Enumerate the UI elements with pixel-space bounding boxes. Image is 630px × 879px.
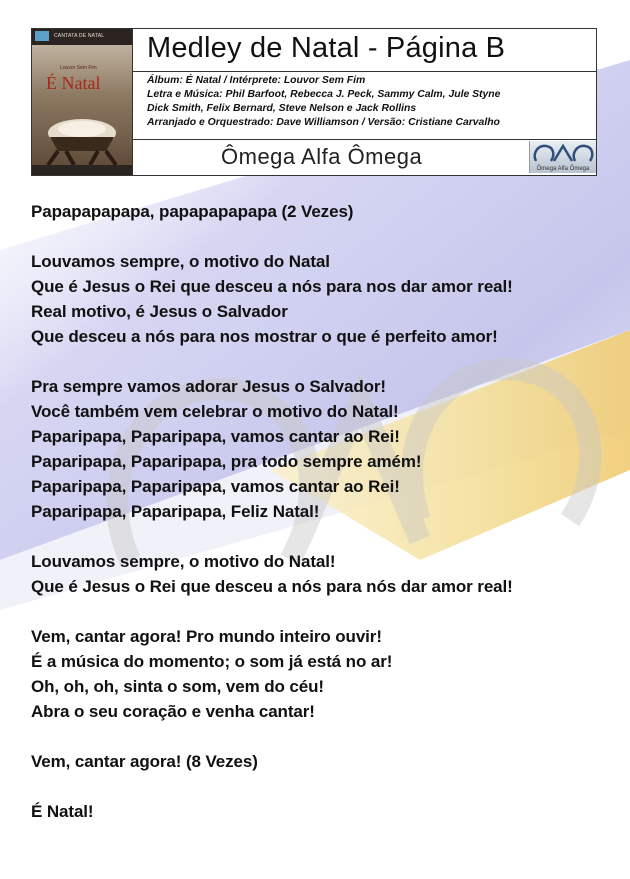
credits-arrangement-line: Arranjado e Orquestrado: Dave Williamson / Versão: Cristiane Carvalho [147, 117, 500, 128]
stanza [31, 799, 601, 824]
cover-top-bar [32, 29, 132, 45]
stanza [31, 549, 601, 599]
title-row [133, 29, 596, 72]
cover-label-logo [35, 31, 49, 41]
credits-composers-line: Letra e Música: Phil Barfoot, Rebecca J. Peck, Sammy Calm, Jule Styne [147, 89, 501, 100]
lyric-line: Que é Jesus o Rei que desceu a nós para nos dar amor real! [31, 277, 513, 296]
credits-block [133, 71, 596, 140]
brand-logo-caption: Ômega Alfa Ômega [536, 166, 590, 172]
lyric-line: Louvamos sempre, o motivo do Natal! [31, 552, 336, 571]
brand-name: Ômega Alfa Ômega [221, 144, 423, 169]
lyric-line: Vem, cantar agora! Pro mundo inteiro ouvir! [31, 627, 382, 646]
page-title: Medley de Natal - Página B [147, 32, 506, 64]
lyric-line: Paparipapa, Paparipapa, vamos cantar ao Rei! [31, 427, 400, 446]
lyric-line: Paparipapa, Paparipapa, vamos cantar ao Rei! [31, 477, 400, 496]
lyric-line: Real motivo, é Jesus o Salvador [31, 302, 288, 321]
lyric-line: Paparipapa, Paparipapa, pra todo sempre amém! [31, 452, 422, 471]
omega-logo-icon [530, 141, 596, 165]
omega-alfa-omega-logo [529, 141, 596, 173]
stanza [31, 374, 601, 524]
album-cover [32, 29, 133, 175]
lyric-line: Oh, oh, oh, sinta o som, vem do céu! [31, 677, 324, 696]
credits-composers-line-2: Dick Smith, Felix Bernard, Steve Nelson e Jack Rollins [147, 103, 417, 114]
manger-icon [40, 103, 124, 165]
lyric-line: Que desceu a nós para nos mostrar o que é perfeito amor! [31, 327, 498, 346]
stanza [31, 199, 601, 224]
lyric-line: Abra o seu coração e venha cantar! [31, 702, 315, 721]
cover-artist-text: Louvor Sem Fim [60, 65, 97, 71]
lyric-line: Você também vem celebrar o motivo do Natal! [31, 402, 399, 421]
lyric-line: Paparipapa, Paparipapa, Feliz Natal! [31, 502, 320, 521]
stanza [31, 249, 601, 349]
stanza [31, 624, 601, 724]
lyrics [31, 199, 601, 849]
stanza [31, 749, 601, 774]
lyric-line: Papapapapapa, papapapapapa (2 Vezes) [31, 202, 354, 221]
lyric-line: Que é Jesus o Rei que desceu a nós para nós dar amor real! [31, 577, 513, 596]
brand-row [133, 140, 596, 175]
lyric-line: É Natal! [31, 802, 94, 821]
song-header [31, 28, 597, 176]
lyric-line: É a música do momento; o som já está no ar! [31, 652, 393, 671]
cover-bottom-bar [32, 165, 132, 175]
cover-top-text: CANTATA DE NATAL [54, 33, 105, 39]
lyric-line: Pra sempre vamos adorar Jesus o Salvador! [31, 377, 386, 396]
lyric-line: Vem, cantar agora! (8 Vezes) [31, 752, 258, 771]
credits-album-line: Álbum: É Natal / Intérprete: Louvor Sem Fim [147, 75, 366, 86]
cover-title: É Natal [46, 73, 101, 93]
lyric-line: Louvamos sempre, o motivo do Natal [31, 252, 330, 271]
